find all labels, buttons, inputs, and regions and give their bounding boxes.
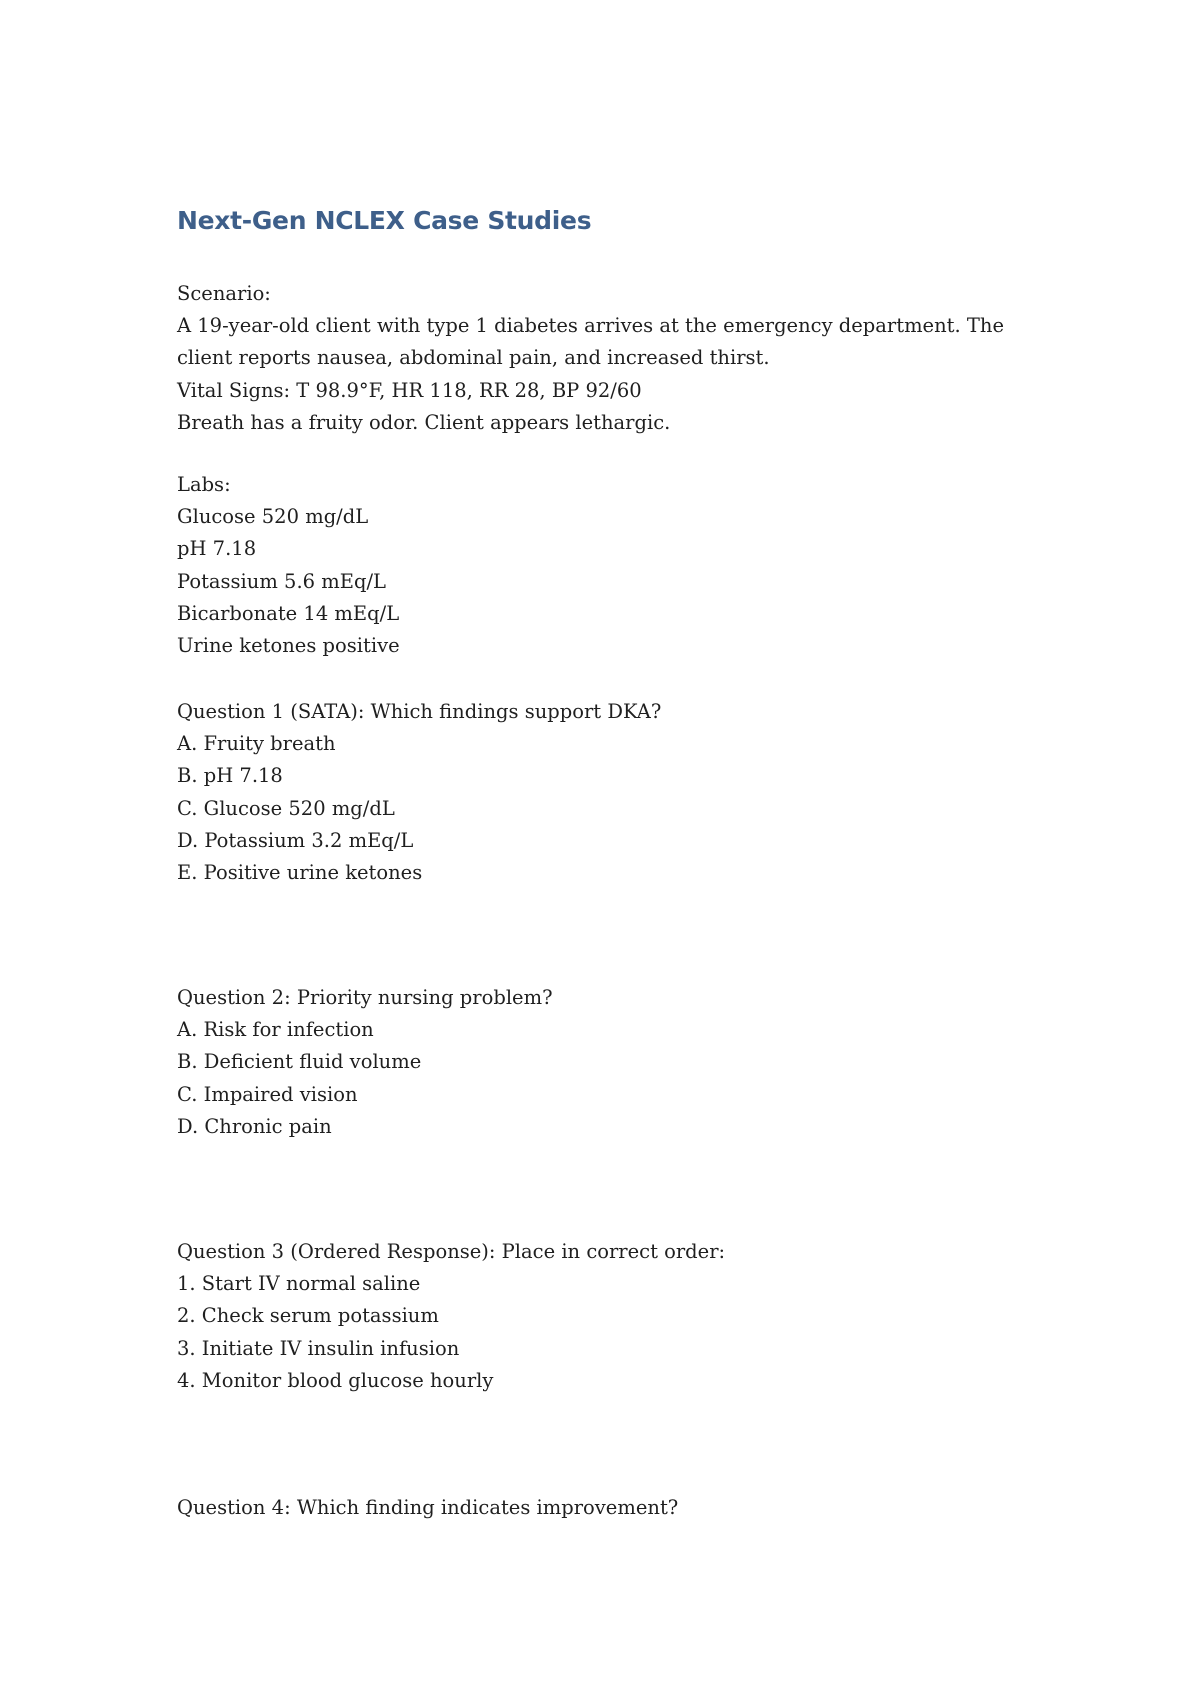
answer-option: D. Chronic pain bbox=[177, 1114, 332, 1138]
question-4 bbox=[177, 1492, 1057, 1524]
scenario-description: A 19-year-old client with type 1 diabetes arrives at the emergency department. The client reports nausea, abdominal pain, and increased thirst. bbox=[177, 314, 1004, 370]
lab-item: Urine ketones positive bbox=[177, 634, 400, 658]
question-prompt: Question 3 (Ordered Response): Place in correct order: bbox=[177, 1240, 726, 1263]
scenario-heading: Scenario: bbox=[177, 282, 271, 305]
lab-item: Glucose 520 mg/dL bbox=[177, 505, 369, 529]
ordered-step: 4. Monitor blood glucose hourly bbox=[177, 1368, 494, 1392]
ordered-step: 1. Start IV normal saline bbox=[177, 1272, 421, 1296]
lab-item: Potassium 5.6 mEq/L bbox=[177, 569, 386, 593]
question-1 bbox=[177, 696, 1057, 889]
scenario-observation: Breath has a fruity odor. Client appears lethargic. bbox=[177, 410, 671, 434]
answer-option: B. Deficient fluid volume bbox=[177, 1050, 422, 1074]
question-prompt: Question 2: Priority nursing problem? bbox=[177, 986, 553, 1009]
answer-option: C. Impaired vision bbox=[177, 1082, 358, 1106]
labs-section bbox=[177, 469, 1057, 662]
ordered-step: 2. Check serum potassium bbox=[177, 1304, 439, 1328]
scenario-section bbox=[177, 278, 1057, 439]
question-prompt: Question 4: Which finding indicates improvement? bbox=[177, 1496, 679, 1519]
question-prompt: Question 1 (SATA): Which findings support DKA? bbox=[177, 700, 662, 723]
answer-option: D. Potassium 3.2 mEq/L bbox=[177, 828, 414, 852]
question-2 bbox=[177, 982, 1057, 1143]
answer-option: A. Fruity breath bbox=[177, 732, 336, 756]
answer-option: A. Risk for infection bbox=[177, 1018, 374, 1042]
document-title: Next-Gen NCLEX Case Studies bbox=[177, 206, 592, 235]
answer-option: B. pH 7.18 bbox=[177, 764, 283, 788]
ordered-step: 3. Initiate IV insulin infusion bbox=[177, 1336, 460, 1360]
lab-item: Bicarbonate 14 mEq/L bbox=[177, 601, 400, 625]
labs-heading: Labs: bbox=[177, 473, 231, 496]
lab-item: pH 7.18 bbox=[177, 537, 257, 561]
answer-option: C. Glucose 520 mg/dL bbox=[177, 796, 395, 820]
question-3 bbox=[177, 1236, 1057, 1397]
answer-option: E. Positive urine ketones bbox=[177, 861, 423, 885]
vital-signs: Vital Signs: T 98.9°F, HR 118, RR 28, BP 92/60 bbox=[177, 378, 642, 402]
